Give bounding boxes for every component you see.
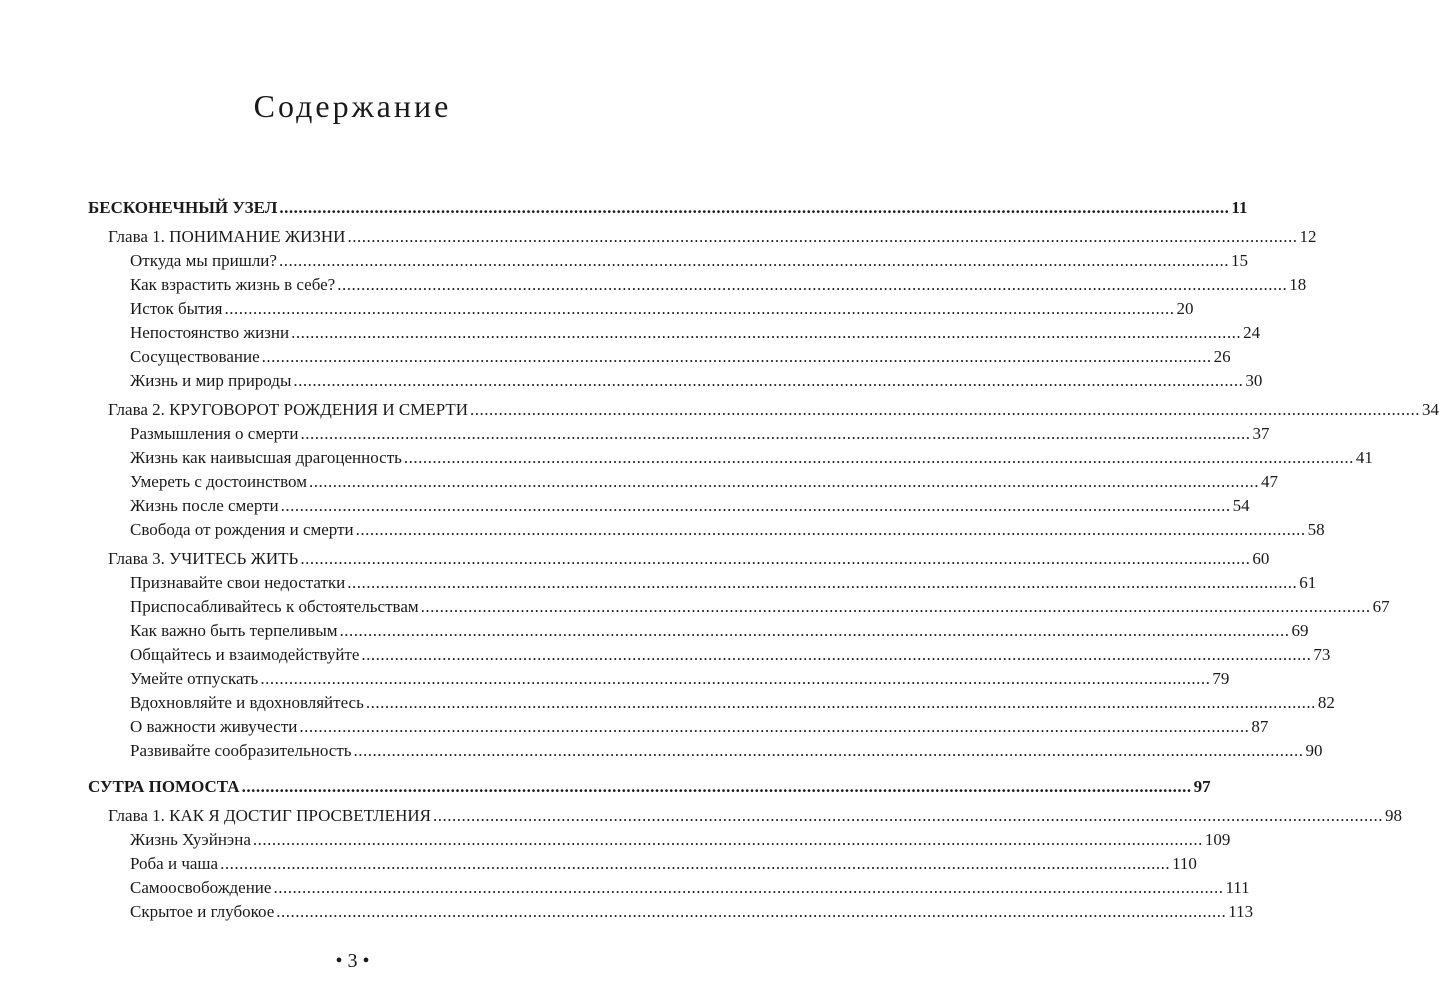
- toc-leader-dots: ........................................................................................................................................................................................................: [220, 854, 1171, 873]
- toc-leader-dots: ........................................................................................................................................................................................................: [280, 496, 1231, 515]
- toc-leader-dots: ........................................................................................................................................................................................................: [224, 299, 1175, 318]
- toc-entry-page: 41: [1354, 446, 1373, 470]
- toc-chapter-entry: [88, 225, 1317, 249]
- toc-entry-page: 98: [1383, 804, 1402, 828]
- toc-leader-dots: ........................................................................................................................................................................................................: [365, 693, 1316, 712]
- toc-section-entry: [88, 369, 1263, 393]
- toc-entry-title: Непостоянство жизни: [130, 321, 291, 345]
- toc-leader-dots: ........................................................................................................................................................................................................: [299, 717, 1250, 736]
- toc-entry-page: 67: [1371, 595, 1390, 619]
- toc-section-entry: [88, 518, 1325, 542]
- toc-entry-page: 24: [1241, 321, 1260, 345]
- toc-entry-page: 26: [1212, 345, 1231, 369]
- toc-section-entry: [88, 619, 1309, 643]
- toc-leader-dots: ........................................................................................................................................................................................................: [347, 227, 1298, 246]
- toc-entry-page: 82: [1316, 691, 1335, 715]
- toc-entry-title: Глава 2. КРУГОВОРОТ РОЖДЕНИЯ И СМЕРТИ: [108, 398, 470, 422]
- toc-entry-page: 110: [1170, 852, 1197, 876]
- toc-entry-page: 34: [1420, 398, 1439, 422]
- toc-leader-dots: ........................................................................................................................................................................................................: [278, 251, 1229, 270]
- toc-entry-page: 20: [1174, 297, 1193, 321]
- toc-leader-dots: ........................................................................................................................................................................................................: [293, 371, 1244, 390]
- toc-leader-dots: ........................................................................................................................................................................................................: [241, 777, 1192, 796]
- toc-section-entry: [88, 297, 1194, 321]
- toc-entry-title: Развивайте сообразительность: [130, 739, 354, 763]
- toc-entry-title: Как взрастить жизнь в себе?: [130, 273, 337, 297]
- toc-entry-title: Откуда мы пришли?: [130, 249, 279, 273]
- toc-part-entry: [88, 775, 1211, 799]
- toc-entry-title: Умереть с достоинством: [130, 470, 309, 494]
- toc-entry-page: 54: [1231, 494, 1250, 518]
- toc-section-entry: [88, 876, 1250, 900]
- toc-leader-dots: ........................................................................................................................................................................................................: [300, 549, 1251, 568]
- toc-entry-page: 87: [1249, 715, 1268, 739]
- toc-entry-page: 15: [1229, 249, 1248, 273]
- toc-leader-dots: ........................................................................................................................................................................................................: [279, 198, 1230, 217]
- toc-leader-dots: ........................................................................................................................................................................................................: [273, 878, 1224, 897]
- toc-entry-title: Глава 3. УЧИТЕСЬ ЖИТЬ: [108, 547, 300, 571]
- toc-section-entry: [88, 900, 1254, 924]
- toc-section-entry: [88, 852, 1197, 876]
- toc-leader-dots: ........................................................................................................................................................................................................: [355, 520, 1306, 539]
- toc-entry-title: Глава 1. КАК Я ДОСТИГ ПРОСВЕТЛЕНИЯ: [108, 804, 433, 828]
- toc-entry-title: Глава 1. ПОНИМАНИЕ ЖИЗНИ: [108, 225, 347, 249]
- toc-entry-title: Общайтесь и взаимодействуйте: [130, 643, 361, 667]
- toc-leader-dots: ........................................................................................................................................................................................................: [353, 741, 1304, 760]
- toc-entry-title: Жизнь и мир природы: [130, 369, 293, 393]
- toc-entry-title: Жизнь после смерти: [130, 494, 281, 518]
- toc-section-entry: [88, 321, 1261, 345]
- toc-entry-title: СУТРА ПОМОСТА: [88, 775, 242, 799]
- toc-part-entry: [88, 196, 1248, 220]
- toc-leader-dots: ........................................................................................................................................................................................................: [403, 448, 1354, 467]
- toc-leader-dots: ........................................................................................................................................................................................................: [432, 806, 1383, 825]
- toc-entry-title: Как важно быть терпеливым: [130, 619, 340, 643]
- toc-entry-title: Приспосабливайтесь к обстоятельствам: [130, 595, 421, 619]
- toc-entry-page: 109: [1203, 828, 1231, 852]
- toc-section-entry: [88, 691, 1335, 715]
- toc-leader-dots: ........................................................................................................................................................................................................: [347, 573, 1298, 592]
- toc-section-entry: [88, 571, 1317, 595]
- toc-entry-page: 58: [1306, 518, 1325, 542]
- toc-entry-page: 113: [1226, 900, 1253, 924]
- toc-section-entry: [88, 273, 1307, 297]
- toc-entry-title: Сосуществование: [130, 345, 262, 369]
- toc-leader-dots: ........................................................................................................................................................................................................: [337, 275, 1288, 294]
- toc-chapter-entry: [88, 398, 1439, 422]
- toc-entry-title: Самоосвобождение: [130, 876, 273, 900]
- toc-section-entry: [88, 422, 1270, 446]
- toc-entry-title: Жизнь как наивысшая драгоценность: [130, 446, 404, 470]
- toc-entry-page: 18: [1287, 273, 1306, 297]
- toc-entry-page: 30: [1243, 369, 1262, 393]
- toc-entry-page: 37: [1250, 422, 1269, 446]
- toc-entry-page: 90: [1304, 739, 1323, 763]
- toc-entry-page: 111: [1223, 876, 1249, 900]
- toc-section-entry: [88, 345, 1231, 369]
- toc-leader-dots: ........................................................................................................................................................................................................: [470, 400, 1421, 419]
- table-of-contents: [88, 196, 1439, 924]
- toc-entry-page: 69: [1290, 619, 1309, 643]
- toc-section-entry: [88, 739, 1323, 763]
- toc-section-entry: [88, 595, 1390, 619]
- toc-leader-dots: ........................................................................................................................................................................................................: [308, 472, 1259, 491]
- toc-chapter-entry: [88, 804, 1402, 828]
- page-title: Содержание: [253, 88, 452, 124]
- page-number: • 3 •: [335, 950, 370, 972]
- toc-entry-title: Вдохновляйте и вдохновляйтесь: [130, 691, 366, 715]
- toc-entry-page: 97: [1192, 775, 1211, 799]
- toc-leader-dots: ........................................................................................................................................................................................................: [252, 830, 1203, 849]
- toc-section-entry: [88, 494, 1250, 518]
- toc-leader-dots: ........................................................................................................................................................................................................: [339, 621, 1290, 640]
- toc-entry-title: О важности живучести: [130, 715, 299, 739]
- toc-section-entry: [88, 446, 1373, 470]
- toc-entry-page: 12: [1297, 225, 1316, 249]
- toc-entry-page: 61: [1297, 571, 1316, 595]
- toc-entry-page: 73: [1311, 643, 1330, 667]
- toc-section-entry: [88, 643, 1331, 667]
- toc-entry-title: Роба и чаша: [130, 852, 220, 876]
- toc-section-entry: [88, 715, 1269, 739]
- toc-entry-page: 79: [1210, 667, 1229, 691]
- toc-entry-title: Свобода от рождения и смерти: [130, 518, 356, 542]
- toc-entry-title: Размышления о смерти: [130, 422, 300, 446]
- toc-entry-title: Скрытое и глубокое: [130, 900, 276, 924]
- toc-leader-dots: ........................................................................................................................................................................................................: [300, 424, 1251, 443]
- toc-entry-title: Жизнь Хуэйнэна: [130, 828, 253, 852]
- toc-entry-title: БЕСКОНЕЧНЫЙ УЗЕЛ: [88, 196, 279, 220]
- toc-entry-title: Признавайте свои недостатки: [130, 571, 347, 595]
- toc-section-entry: [88, 828, 1231, 852]
- toc-chapter-entry: [88, 547, 1270, 571]
- toc-section-entry: [88, 470, 1278, 494]
- toc-leader-dots: ........................................................................................................................................................................................................: [261, 347, 1212, 366]
- toc-entry-page: 11: [1229, 196, 1247, 220]
- toc-leader-dots: ........................................................................................................................................................................................................: [291, 323, 1242, 342]
- toc-entry-title: Умейте отпускать: [130, 667, 260, 691]
- toc-entry-page: 60: [1250, 547, 1269, 571]
- toc-leader-dots: ........................................................................................................................................................................................................: [260, 669, 1211, 688]
- toc-section-entry: [88, 667, 1230, 691]
- toc-section-entry: [88, 249, 1248, 273]
- toc-entry-page: 47: [1259, 470, 1278, 494]
- toc-leader-dots: ........................................................................................................................................................................................................: [420, 597, 1371, 616]
- toc-entry-title: Исток бытия: [130, 297, 224, 321]
- toc-leader-dots: ........................................................................................................................................................................................................: [276, 902, 1227, 921]
- toc-leader-dots: ........................................................................................................................................................................................................: [361, 645, 1312, 664]
